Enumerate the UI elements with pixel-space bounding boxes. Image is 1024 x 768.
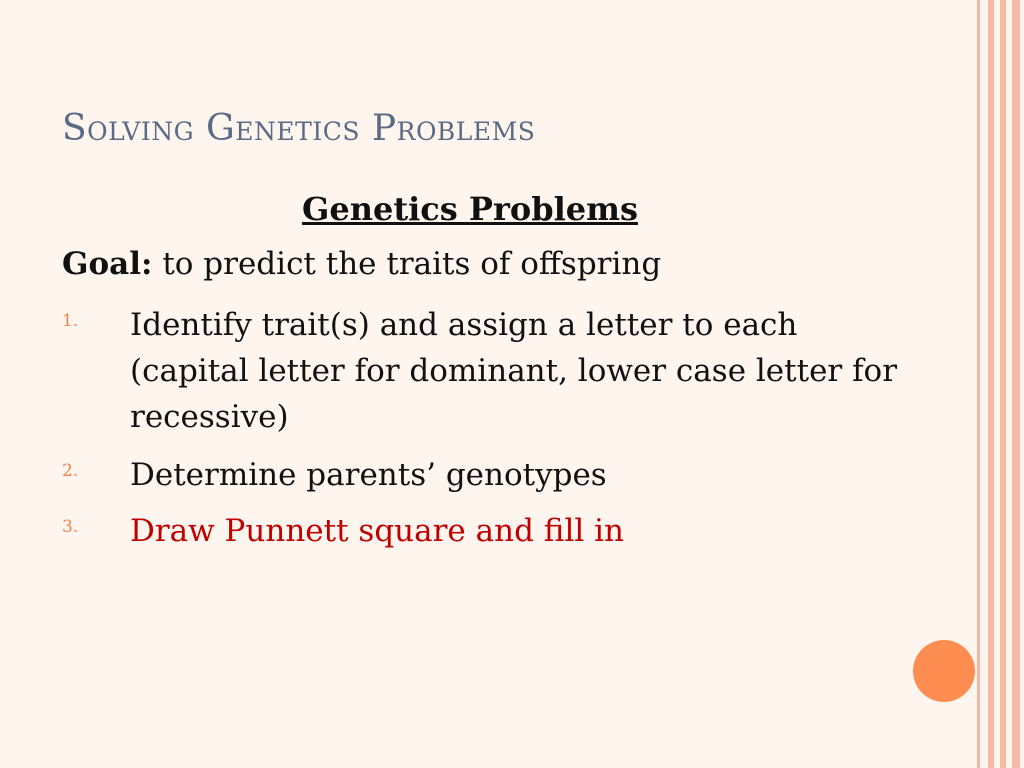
decorative-circle [913, 640, 975, 702]
list-item [62, 452, 882, 502]
goal-label: Goal: [62, 246, 153, 282]
border-stripe [1000, 0, 1006, 768]
list-number: 3. [62, 517, 79, 537]
list-text: Identify trait(s) and assign a letter to each (capital letter for dominant, lower case letter for recessive) [130, 307, 898, 435]
border-stripe [1012, 0, 1020, 768]
slide-title: Solving Genetics Problems [62, 108, 536, 149]
list-text: Determine parents’ genotypes [130, 457, 607, 493]
decorative-border [978, 0, 1024, 768]
list-number: 1. [62, 311, 79, 331]
list-item-highlighted [62, 508, 882, 558]
list-item [62, 302, 898, 442]
list-text: Draw Punnett square and fill in [130, 513, 625, 549]
goal-text: to predict the traits of offspring [152, 246, 662, 282]
list-number: 2. [62, 461, 79, 481]
goal-line [62, 246, 661, 282]
border-stripe [988, 0, 994, 768]
slide-subtitle: Genetics Problems [302, 190, 638, 228]
border-stripe [977, 0, 980, 768]
